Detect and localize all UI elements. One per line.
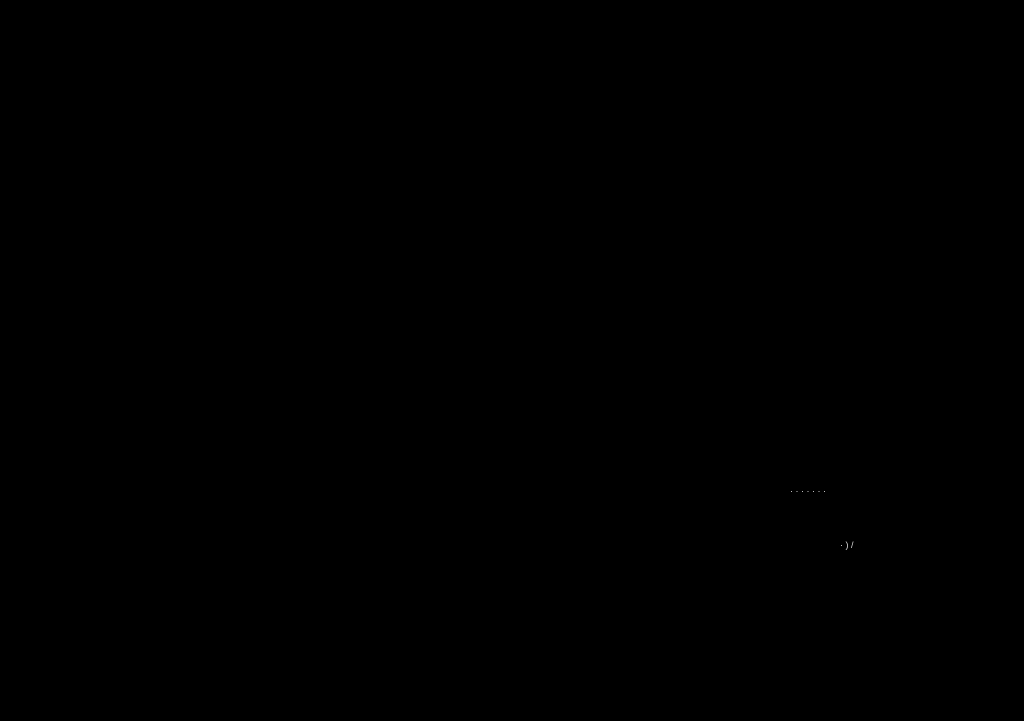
scan-noise: · ) /: [840, 540, 854, 550]
scan-noise: · · · · · · ·: [790, 486, 826, 496]
